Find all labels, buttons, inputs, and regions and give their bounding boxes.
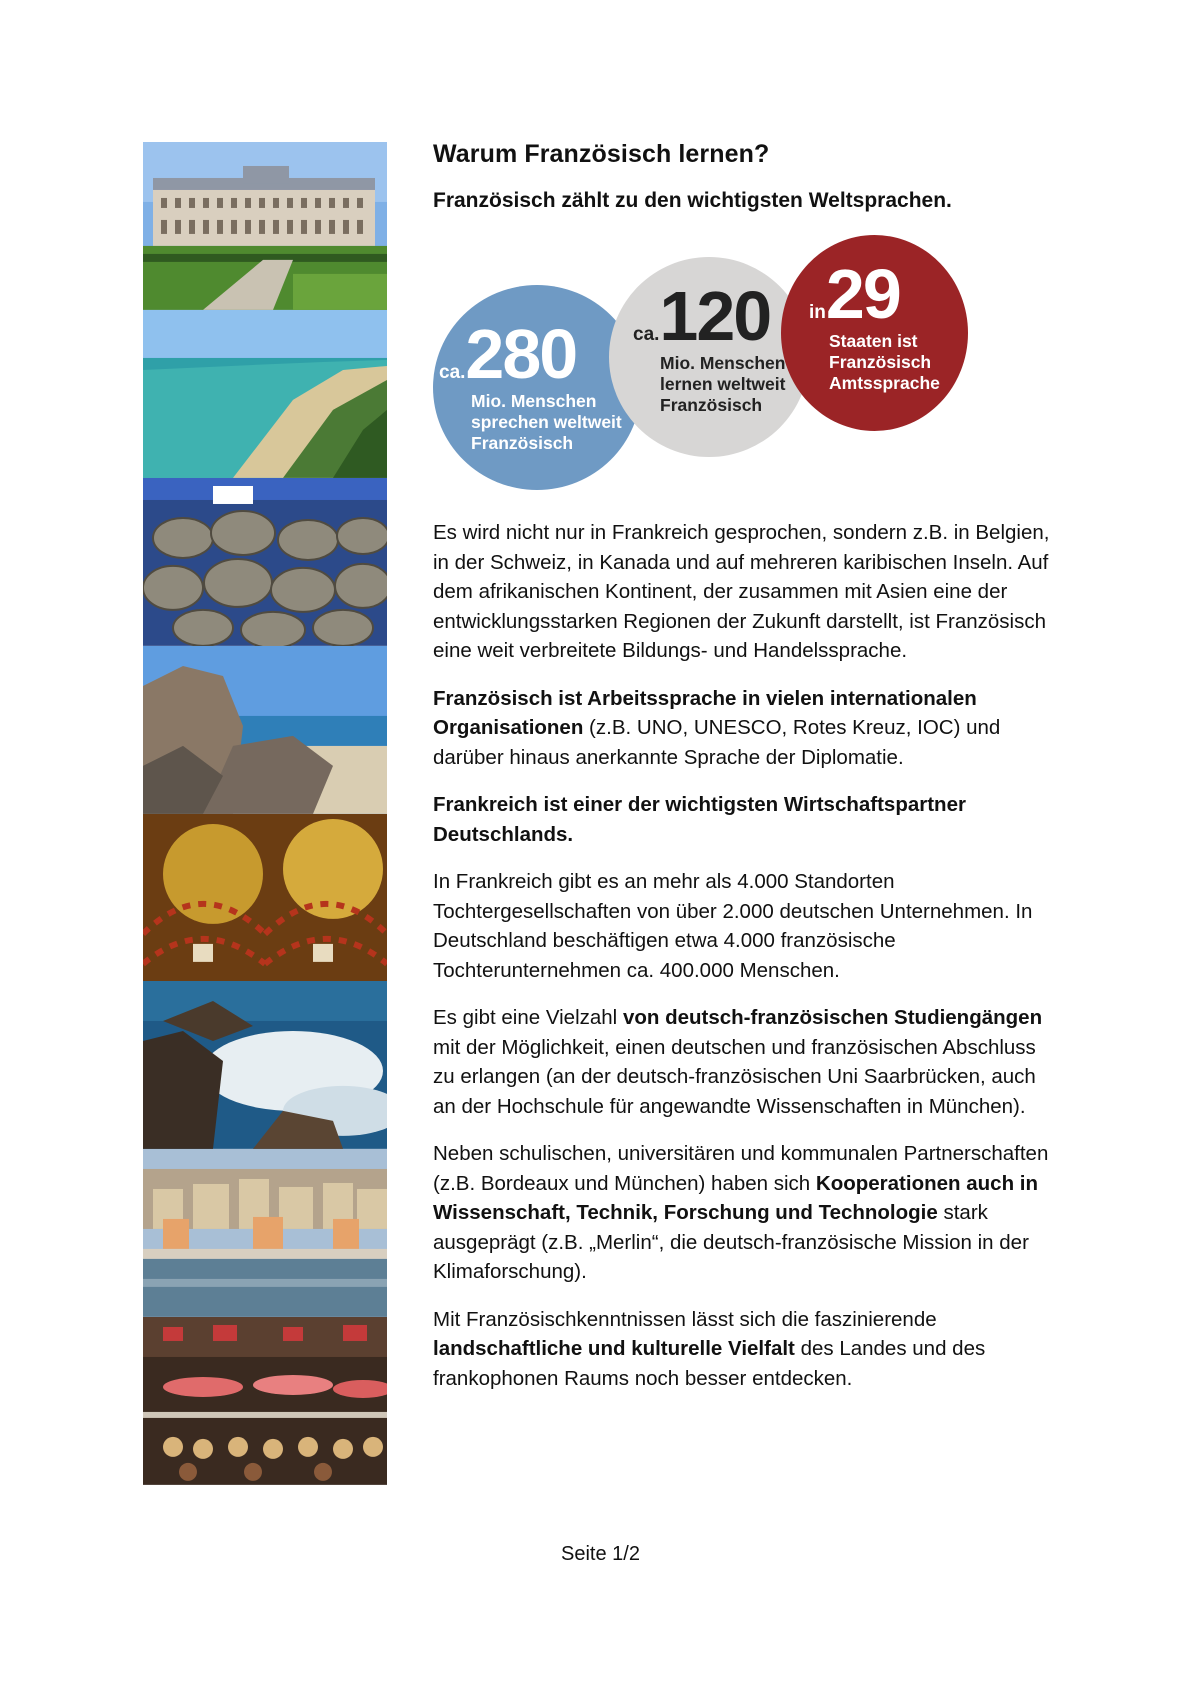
stat-prefix: in (809, 302, 826, 323)
page-number: Seite 1/2 (561, 1543, 640, 1565)
paragraph-text: In Frankreich gibt es an mehr als 4.000 Standorten Tochtergesellschaften von über 2.000 deutschen Unternehmen. In Deutschland beschäftigen etwa 4.000 französische Tochterunternehmen ca. 400.000 Menschen. (433, 870, 1033, 982)
emphasis-text: Frankreich ist einer der wichtigsten Wirtschaftspartner Deutschlands. (433, 793, 966, 846)
stat-line: Mio. Menschen (471, 391, 597, 411)
sea-waves-photo (143, 981, 387, 1149)
stat-states (809, 255, 940, 394)
rocky-shore-photo (143, 646, 387, 814)
body-paragraph (433, 790, 1063, 849)
stat-number: 29 (825, 255, 900, 333)
stat-prefix: ca. (439, 362, 466, 383)
stat-line: Mio. Menschen (660, 353, 786, 373)
paragraph-text: Mit Französischkenntnissen lässt sich die faszinierende (433, 1307, 937, 1331)
photo-strip (143, 142, 387, 1485)
paragraph-text: Es wird nicht nur in Frankreich gesprochen, sondern z.B. in Belgien, in der Schweiz, in Kanada und auf mehreren karibischen Inseln. Auf dem afrikanischen Kontinent, der zusammen mit Asien eine der entwicklungsstarken Regionen der Zukunft darstellt, ist Französisch eine weit verbreitete Bildungs- und Handelssprache. (433, 521, 1050, 662)
main-content (433, 140, 1063, 1411)
body-text (433, 518, 1063, 1393)
stat-prefix: ca. (633, 324, 660, 345)
paragraph-text: mit der Möglichkeit, einen deutschen und französischen Abschluss zu erlangen (an der deutsch-französischen Uni Saarbrücken, auch an der Hochschule für angewandte Wissenschaften in München). (433, 1035, 1036, 1118)
emphasis-text: landschaftliche und kulturelle Vielfalt (433, 1337, 795, 1360)
emphasis-text: Französisch ist Arbeitssprache in vielen internationalen Organisationen (433, 686, 977, 739)
stat-line: Staaten ist (829, 331, 918, 351)
basilica-ceiling-photo (143, 814, 387, 982)
paragraph-text: Neben schulischen, universitären und kommunalen Partnerschaften (z.B. Bordeaux und München) haben sich (433, 1142, 1049, 1195)
oysters-market-photo (143, 478, 387, 646)
body-paragraph (433, 1305, 1063, 1394)
stat-line: Französisch (829, 352, 932, 372)
beach-coast-photo (143, 310, 387, 478)
paragraph-text: stark ausgeprägt (z.B. „Merlin“, die deutsch-französische Mission in der Klimaforschung). (433, 1201, 1029, 1283)
paragraph-text: des Landes und des frankophonen Raums noch besser entdecken. (433, 1337, 986, 1390)
body-paragraph (433, 867, 1063, 985)
emphasis-text: Kooperationen auch in Wissenschaft, Technik, Forschung und Technologie (433, 1171, 1039, 1224)
page-title: Warum Französisch lernen? (433, 140, 770, 168)
patisserie-shop-photo (143, 1317, 387, 1485)
stat-speakers (439, 315, 622, 454)
subtitle: Französisch zählt zu den wichtigsten Weltsprachen. (433, 189, 952, 212)
lyon-river-city-photo (143, 1149, 387, 1317)
stat-number: 280 (465, 315, 577, 393)
stat-line: sprechen weltweit (471, 412, 622, 432)
body-paragraph (433, 518, 1063, 666)
emphasis-text: von deutsch-französischen Studiengängen (622, 1006, 1043, 1029)
stat-line: Amtssprache (829, 373, 940, 393)
body-paragraph (433, 684, 1063, 773)
chateau-photo (143, 142, 387, 310)
body-paragraph (433, 1139, 1063, 1287)
stat-line: Französisch (471, 433, 574, 453)
stat-line: Französisch (660, 395, 763, 415)
stat-number: 120 (659, 277, 771, 355)
body-paragraph (433, 1003, 1063, 1121)
paragraph-text: (z.B. UNO, UNESCO, Rotes Kreuz, IOC) und darüber hinaus anerkannte Sprache der Diplomatie. (433, 716, 1001, 769)
stat-line: lernen weltweit (660, 374, 786, 394)
stats-infographic (433, 235, 993, 500)
stat-learners (633, 277, 786, 416)
paragraph-text: Es gibt eine Vielzahl (433, 1006, 623, 1029)
